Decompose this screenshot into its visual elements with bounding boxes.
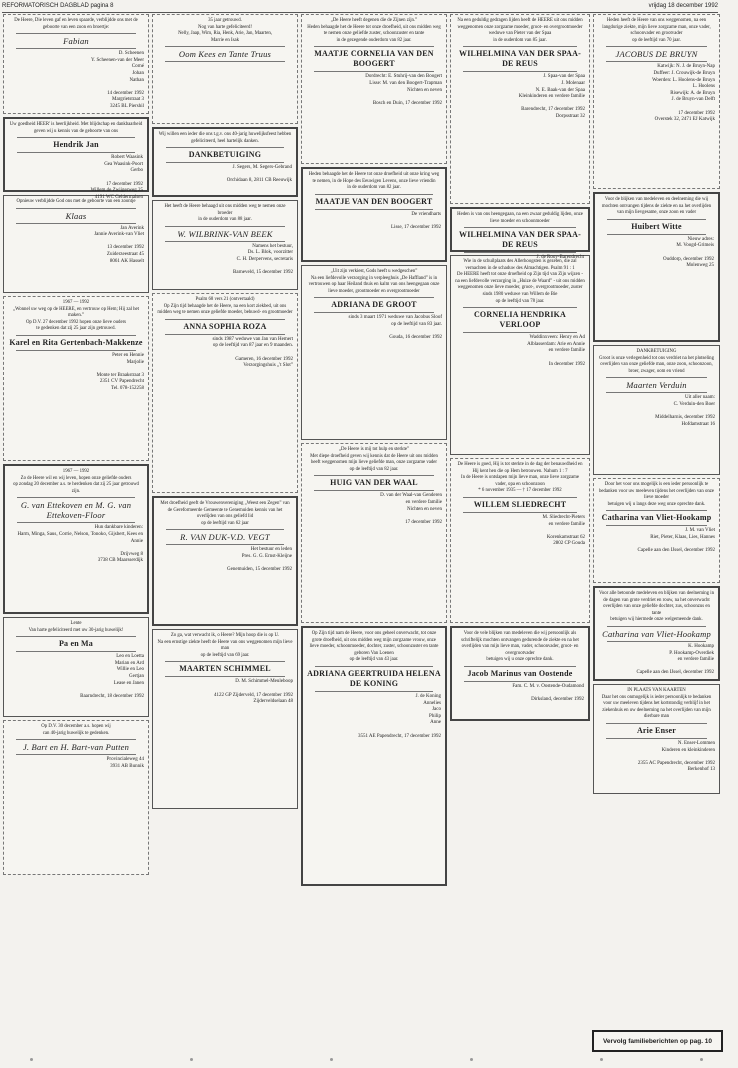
announcement-intro: „Uit zijn verkiest, Gods heeft u wedgeschen” Na een liefdevolle verzorging in verpleeghuis „De Haffland” is in vertrouwen op haar Heiland thuis en kalm van ons heengegaan onze lieve moeder, grootmoeder en overgrootmoeder — [308, 269, 440, 294]
announcement-name: R. VAN DUK-V.D. VEGT — [180, 532, 270, 543]
announcement-name: Karel en Rita Gertenbach-Makkenze — [9, 337, 143, 347]
announcement-col1-4 — [3, 464, 149, 614]
continued-banner — [592, 1030, 723, 1052]
announcement-intro: De Heere is goed, Hij is tot sterkte in de dag der benauwdheid en Hij kent hen die op Hem betrouwen. Nahum 1 : 7 In de Heere is ontslapen mijn lieve man, onze lieve zorgzame vader, opa en schoonzoon * 6 november 1935 — † 17 december 1992 — [457, 462, 583, 494]
announcement-signature: M. Sliedrecht-Pieters en verdere familie Korenkamstraat 62 2802 CP Gouda — [542, 514, 585, 547]
announcement-name: MAARTEN SCHIMMEL — [179, 664, 271, 674]
announcement-col5-2 — [593, 345, 720, 475]
announcement-intro: Door het voor ons mogelijk is een ieder persoonlijk te bedanken voor uw meeleven tijdens het overlijden van onze lieve moeder betuigen wij u langs deze weg onze oprechte dank. — [598, 482, 715, 507]
header-left: REFORMATORISCH DAGBLAD pagina 8 — [2, 3, 114, 9]
announcement-col2-3 — [152, 293, 298, 493]
announcement-intro: Voor alle betoonde medeleven en blijken van deelneming in de dagen van grote verdriet en rouw, na het onverwacht overlijden van onze geliefde dochter, zus, schoonzus en tante betuigen wij hiermede onze welgemeende dank. — [599, 591, 715, 623]
announcement-signature: Namens het bestuur, Ds. L. Blok, voorzitter C. H. Derpervens, secretaris Barneveld, 15 december 1992 — [233, 243, 293, 276]
header-right: vrijdag 18 december 1992 — [648, 3, 718, 9]
announcement-intro: Het heeft de Heere behaagd uit ons midden weg te nemen onze broeder in de ouderdom van 88 jaar. — [164, 204, 286, 223]
announcement-name: MAATJE CORNELIA VAN DEN BOOGERT — [314, 49, 434, 69]
announcement-signature: Jan Averink Jannie Averink-van Vliet 13 december 1992 Zuiderzeestraat 45 8061 AK Hasselt — [94, 225, 144, 264]
announcement-name: CORNELIA HENDRIKA VERLOOP — [473, 310, 567, 330]
announcement-col3-1 — [301, 167, 447, 262]
announcement-signature: Uit aller naam: C. Verduin-den Boer Middelharnis, december 1992 Hofdamstraat 16 — [655, 395, 715, 427]
announcement-signature: sinds 1987 weduwe van Jan van Hemert op de leeftijd van 87 jaar en 9 maanden. Gameren, 16 december 1992 Verzorgingshuis „'t Slot” — [212, 336, 293, 369]
announcement-signature: K. Hookamp P. Hookamp-Overdiek en verdere familie Capelle aan den IJssel, december 1992 — [636, 643, 714, 676]
announcement-intro: Op Zijn tijd nam de Heere, voor ons geheel onverwacht, tot onze grote droefheid, uit ons midden weg mijn zorgzame vrouw, onze lieve moeder, schoonmoeder, dochter, zuster, schoonzuster en tante geboren Van Loenen op de leeftijd van 43 jaar. — [309, 631, 439, 663]
announcement-signature: Nieuw adres: M. Voogd-Grimeis Ouddorp, december 1992 Molenweg 25 — [663, 236, 714, 269]
announcement-name: HUIG VAN DER WAAL — [330, 478, 418, 488]
announcement-name: Arie Enser — [636, 725, 677, 735]
column-3 — [301, 14, 447, 889]
announcement-intro: Zo ga, wat verwacht ik, o Heere? Mijn hoop die is op U. Na een ernstige ziekte heeft de Heere van ons weggenomen mijn lieve man op de leeftijd van 69 jaar. — [157, 633, 293, 658]
column-2 — [152, 14, 298, 812]
announcement-col4-3 — [450, 458, 590, 623]
banner-text: Vervolg familieberichten op pag. 10 — [602, 1037, 713, 1045]
announcement-col3-2 — [301, 265, 447, 440]
announcement-signature: sinds 3 maart 1971 weduwe van Jacobus Sloof op de leeftijd van 83 jaar. Gouda, 16 december 1992 — [348, 315, 442, 341]
announcement-intro: Met droefheid geeft de Vrouwenvereniging „Weest een Zegen” van de Gereformeerde Gemeente te Genemuiden kennis van het overlijden van ons geliefd lid op de leeftijd van 62 jaar — [160, 501, 290, 526]
announcement-signature: Hun dankbare kinderen: Harm, Minga, Saus, Corrie, Nelson, Tonoko, Gijsbert, Kees en Annie Drijvweg 8 3738 CB Maarsserdijk — [17, 525, 143, 564]
announcement-col4-2 — [450, 255, 590, 455]
announcement-intro: Lente Van harte gefeliciteerd met uw 30-jarig huwelijk! — [28, 621, 124, 633]
announcement-name: Oom Kees en Tante Truus — [178, 49, 272, 60]
announcement-name: JACOBUS DE BRUYN — [615, 49, 698, 60]
page-header — [2, 2, 718, 13]
announcement-name: Catharina van Vliet-Hookamp — [602, 628, 711, 639]
announcement-signature: D. M. Schimmel-Meuleboop 4122 GP Zijderveld, 17 december 1992 Zijderveldselaan 48 — [214, 679, 293, 705]
announcement-name: Catharina van Vliet-Hookamp — [601, 513, 712, 523]
announcement-signature: D. van der Waal-van Genderen en verdere familie Nichten en neven 17 december 1992 — [380, 493, 442, 525]
announcement-col1-1 — [3, 117, 149, 200]
announcement-name: Klaas — [65, 210, 87, 221]
announcement-signature: Katwijk: N. J. de Bruyn-Nap Duffeer: J. Crouwijk-de Bruyn Woerden: L. Hoolens-de Bruyn L. Hoolens Risewijk: A. de Bruyn J. de Bruyn-van Delft 17 december 1992 Overstek 32, 2471 EJ Katwijk — [652, 64, 715, 123]
column-4 — [450, 14, 590, 724]
announcement-name: WILHELMINA VAN DER SPAA-DE REUS — [459, 230, 581, 250]
announcement-intro: IN PLAATS VAN KAARTEN Daar het ons onmogelijk is ieder persoonlijk te bedanken voor uw meeleven tijdens het kortstondig verblijf in het ziekenhuis en uw deelneming na het overlijden van mijn dierbare man — [601, 688, 712, 720]
announcement-name: WILLEM SLIEDRECHT — [473, 499, 567, 509]
announcement-col5-0 — [593, 14, 720, 189]
announcement-signature: J. de Koning Annelies Jaco Philip Anne 3551 AE Papendrecht, 17 december 1992 — [357, 693, 441, 739]
announcement-name: DANKBETUIGING — [188, 150, 262, 160]
announcement-intro: Wij willen een ieder die ons t.g.v. ons 40-jarig huwelijksfeest hebben gefeliciteerd, heel hartelijk danken. — [158, 132, 292, 144]
announcement-col5-4 — [593, 586, 720, 681]
announcement-intro: Voor de blijken van medeleven en deelneming die wij mochten ontvangen tijdens de ziekte en na het overlijden van mijn lievgesame, onze zoon en vader — [601, 197, 712, 216]
announcement-intro: Uw goedheid HEER' is heerlijkheid. Met blijdschap en dankbaarheid geven wij u kennis van de geboorte van ons — [9, 122, 143, 134]
announcement-signature: J. Spaa-van der Spaa J. Molenaar N. E. Baak-van der Spaa Kleinkinderen en verdere familie Barendrecht, 17 december 1992 Dorpsstraat 32 — [518, 74, 585, 119]
announcement-signature: Leo en Loetta Marian en Ard Willie en Leo Gertjan Lease en Janen Baarndrecht, 18 december 1992 — [80, 654, 144, 699]
announcement-intro: Op D.V. 30 december a.s. hopen wij can 40-jarig huwelijk te gedenken. — [41, 724, 111, 736]
announcement-signature: Robert Waasink Gea Waasink-Poort Gerbo 17 december 1992 Willem de Zwijgerweg 25 4191 WC Geldermalsen — [90, 155, 143, 200]
announcement-col5-5 — [593, 684, 720, 794]
announcement-intro: Wie in de schuilplaats des Allerhoogsten is gezeten, die zal vernachten in de schaduw des Almachtigen. Psalm 91 : 1 De HEERE heeft tot onze droefheid op Zijn tijd van Zijn wijzen - na een liefdevolle verzorging in „Huize de Waard” - uit ons midden weggenomen onze lieve moeder, groot-, overgrootmoeder, zuster sinds 1980 weduwe van Willem de Bie op de leeftijd van 78 jaar. — [455, 259, 585, 304]
announcement-intro: „De Heere heeft degenen die de Zijnen zijn.” Heden behaagde het de Heere tot onze droefheid, uit ons midden weg te nemen onze geliefde zuster, schoonzuster en tante in de gezegende ouderdom van 82 jaar. — [307, 18, 441, 43]
announcement-col5-3 — [593, 478, 720, 583]
announcement-name: J. Bart en H. Bart-van Putten — [22, 742, 130, 753]
announcement-col4-1 — [450, 207, 590, 261]
announcement-signature: Provincialeweg 44 3931 AB Bunnik — [106, 757, 144, 769]
announcement-name: MAATJE VAN DEN BOOGERT — [315, 196, 433, 206]
announcement-col4-4 — [450, 626, 590, 721]
announcement-intro: Voor de vele blijken van medeleven die wij persoonlijk als schriftelijk mochten ontvangen gedurende de ziekte en na het overlijden van mijn lieve man, vader, schoonvader, groot- en overgrootvader betuigen wij u onze oprechte dank. — [461, 631, 579, 663]
announcement-signature: Waddinxveen: Henry en Ad Alblasserdam: Arie en Annie en verdere familie In december 1992 — [527, 335, 585, 367]
column-5 — [593, 14, 720, 797]
announcement-col3-4 — [301, 626, 447, 886]
announcement-intro: DANKBETUIGING Groot is onze verlegenheid tot ons verdriet na het plotseling overlijden van onze geliefde man, onze zoon, schoonzoon, broer, zwager, oom en vriend — [599, 349, 714, 374]
announcement-signature: Fam. C. M. v. Oostende-Oudamond Dirksland, december 1992 — [512, 683, 584, 703]
announcement-name: Maarten Verduin — [626, 380, 687, 391]
announcement-col2-1 — [152, 127, 298, 197]
announcement-col3-3 — [301, 443, 447, 623]
announcement-intro: „De Heere is mij tot hulp en sterkte” Met diepe droefheid geven wij kennis dat de Heere uit ons midden heeft weggenomen mijn lieve geliefde man, onze zorgzame vader op de leeftijd van 82 jaar. — [310, 447, 438, 472]
announcement-intro: Heden heeft de Heere van ons weggenomen, na een langdurige ziekte, mijn lieve zorgzame man, onze vader, schoonvader en grootvader op de leeftijd van 70 jaar. — [602, 18, 711, 43]
announcement-name: ANNA SOPHIA ROZA — [183, 321, 267, 331]
announcement-intro: 35 jaar getrouwd. Nog van harte gefeliciteerd! Nelly, Jaap, Wim, Ria, Henk, Arie, Jan, Maarten, Marrie en Isak — [178, 18, 272, 43]
announcement-intro: Psalm 68 vers 21 (ontvertaald) Op Zijn tijd behaagde het de Heere, na een kort ziekbed, uit ons midden weg te nemen onze geliefde moeder, behuwd- en grootmoeder — [157, 297, 293, 316]
announcement-col2-2 — [152, 200, 298, 290]
announcement-intro: Heden is van ons heengegaan, na een zwaar geduldig lijden, onze lieve moeder en schoonmoeder — [457, 212, 583, 224]
announcement-signature: De vriendharts Lisse, 17 december 1992 — [391, 211, 441, 230]
announcement-signature: N. Enser-Lommen Kinderen en kleinkinderen 2355 AC Papendrecht, december 1992 Berkenhof 13 — [637, 740, 715, 773]
announcement-name: Hendrik Jan — [53, 140, 99, 150]
announcement-name: G. van Ettekoven en M. G. van Ettekoven-Floor — [20, 500, 132, 521]
announcement-name: Huibert Witte — [631, 221, 682, 231]
announcement-col2-0 — [152, 14, 298, 124]
announcement-name: ADRIANA GEERTRUIDA HELENA DE KONING — [307, 668, 441, 688]
announcement-name: WILHELMINA VAN DER SPAA-DE REUS — [459, 49, 581, 69]
announcement-name: W. WILBRINK-VAN BEEK — [177, 228, 273, 239]
announcement-col2-4 — [152, 496, 298, 626]
announcement-col3-0 — [301, 14, 447, 164]
announcement-intro: 1967 — 1992 Zo de Heere wil en wij leven, hopen onze geliefde ouders op zondag 20 december a.s. te herdenken dat zij 25 jaar getrouwd zijn. — [13, 469, 139, 494]
announcement-signature: J. M. van Vliet Riet, Pieter, Klaas, Lies, Hannes Capelle aan den IJssel, december 1992 — [637, 528, 715, 554]
column-1 — [3, 14, 149, 878]
footer-marks — [0, 1058, 738, 1066]
announcement-signature: J. Segers, M. Segers-Gebrand Orchidaan 8, 2811 CB Reeuwijk — [226, 165, 292, 184]
announcement-signature: J. de Rooy-Barendrecht — [536, 255, 584, 261]
announcement-intro: 1967 — 1992 „Wonnel uw weg op de HEERE, en vertrouw op Hem; Hij zal het maken.” Op D.V. 27 december 1992 hopen onze lieve ouders te gedenken dat zij 25 jaar zijn getrouwd. — [12, 300, 140, 332]
announcement-col1-3 — [3, 296, 149, 461]
announcement-name: Pa en Ma — [58, 639, 94, 649]
announcement-col1-2 — [3, 195, 149, 293]
announcement-intro: Heden behaagde het de Heere tot onze droefheid uit onze kring weg te nemen, in de Hope des Eeuwigen Levens, onze lieve vriendin in de ouderdom van 82 jaar. — [308, 172, 440, 191]
announcement-intro: Opnieuw verblijdde God ons met de geboorte van een zoontje — [16, 199, 136, 204]
announcement-name: Fabian — [63, 36, 89, 47]
announcement-col1-0 — [3, 14, 149, 114]
announcement-col1-5 — [3, 617, 149, 717]
announcement-signature: Dordrecht: E. Stuhrij-van den Boogert Lisse: M. van den Boogert-Trapman Nichten en neven Bosch en Duin, 17 december 1992 — [365, 74, 442, 106]
announcement-signature: Het bestuur en leden Pres. G. G. Ernst-Kleijne Genemuiden, 15 december 1992 — [227, 547, 292, 573]
announcement-col1-6 — [3, 720, 149, 875]
announcement-col4-0 — [450, 14, 590, 204]
announcement-signature: D. Scheenen Y. Scheenen-van der Meer Corné Johan Nathan 14 december 1992 Margrietstraat 3 3245 BL Piershil — [91, 51, 144, 109]
announcement-intro: De Heere, Die leven gaf en leven spaarde, verblijdde ons met de geboorte van een zoon en broertje: — [14, 18, 138, 30]
announcement-col2-5 — [152, 629, 298, 809]
announcement-signature: Peter en Hennie Marjolie Monte ter Braakstraat 3 2351 CV Papendrecht Tel. 078-152258 — [96, 352, 144, 391]
announcement-name: Jacob Marinus van Oostende — [467, 668, 573, 678]
announcement-col5-1 — [593, 192, 720, 342]
announcement-intro: Na een geduldig gedragen lijden heeft de HEERE uit ons midden weggenomen onze zorgzame moeder, groot- en overgrootmoeder weduwe van Pieter van der Spaa in de ouderdom van 85 jaar. — [457, 18, 583, 43]
announcement-name: ADRIANA DE GROOT — [331, 300, 417, 310]
